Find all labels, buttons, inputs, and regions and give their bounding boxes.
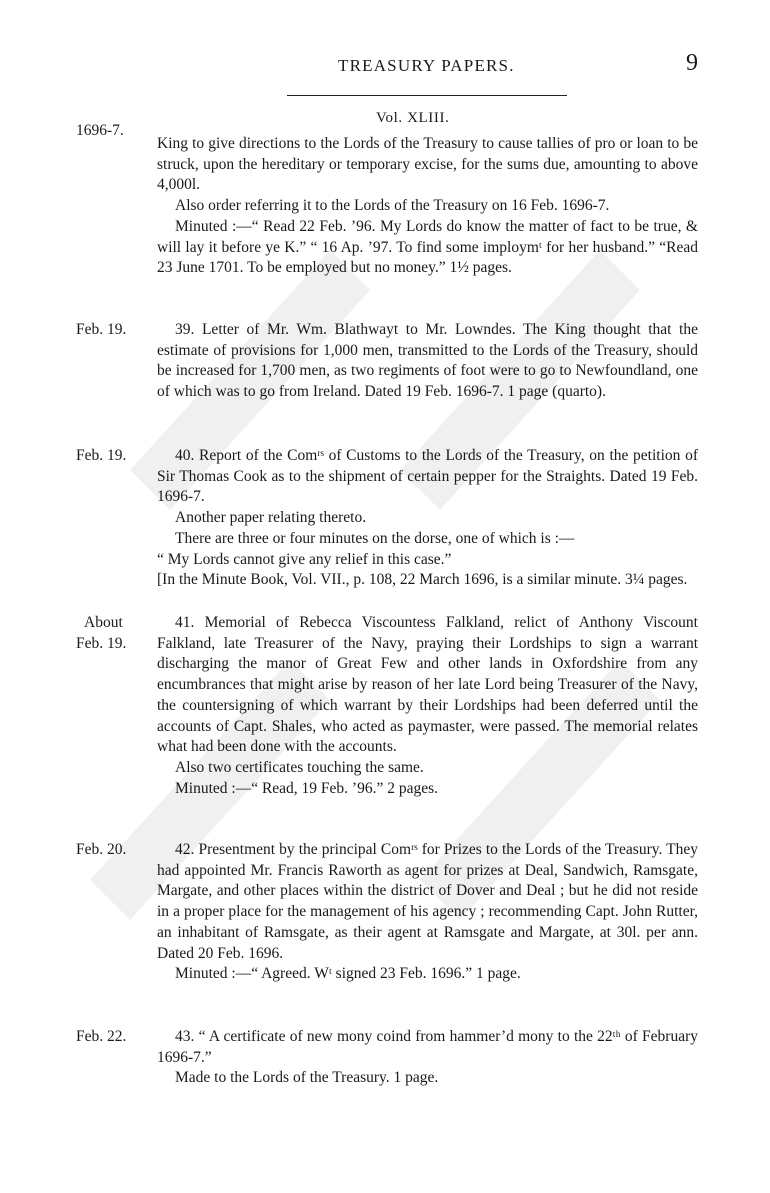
entry-paragraph: Minuted :—“ Read, 19 Feb. ’96.” 2 pages. (175, 779, 439, 797)
entry-date: About Feb. 19. (76, 614, 127, 652)
entry-paragraph: 42. Presentment by the principal Comʳˢ for Prizes to the Lords of the Treasury. They had appointed Mr. Francis Raworth as agent for prizes at Deal, Sandwich, Ramsgate, Margate, and other places within the district of Dover and Deal ; but he did not reside in a proper place for the management of his agency ; recommending Capt. John Rutter, an inhabitant of Ramsgate, as their agent at Ramsgate and Margate, at 30l. per ann. Dated 20 Feb. 1696. (157, 841, 698, 962)
entry-body (157, 134, 698, 279)
running-title: TREASURY PAPERS. (338, 56, 515, 75)
entry-date: Feb. 19. (76, 447, 127, 464)
page-header (0, 52, 770, 82)
entry-body (157, 446, 698, 591)
entry-paragraph: 41. Memorial of Rebecca Viscountess Falkland, relict of Anthony Viscount Falkland, late Treasurer of the Navy, praying their Lordships to sign a warrant discharging the manor of Great Few and other lands in Oxfordshire from any encumbrances that might arise by reason of her late Lord being Treasurer of the Navy, the countersigning of which warrant by their Lordships had been deferred until the accounts of Capt. Shales, who acted as paymaster, were passed. The memorial relates what had been done with the accounts. (157, 614, 698, 756)
header-rule (287, 95, 567, 96)
entry-date: 1696-7. (76, 122, 124, 139)
entry-paragraph: Another paper relating thereto. (175, 509, 367, 527)
entry-paragraph: 43. “ A certificate of new mony coind from hammer’d mony to the 22ᵗʰ of February 1696-7.” (157, 1028, 698, 1066)
entry-note: [In the Minute Book, Vol. VII., p. 108, 22 March 1696, is a similar minute. 3¼ pages. (157, 571, 688, 589)
entry-paragraph: “ My Lords cannot give any relief in this case.” (157, 550, 452, 568)
entry-paragraph: King to give directions to the Lords of the Treasury to cause tallies of pro or loan to be struck, upon the hereditary or temporary excise, for the sums due, amounting to above 4,000l. (157, 135, 698, 194)
entry-date: Feb. 19. (76, 321, 127, 338)
entry-body (157, 320, 698, 403)
entry-body (157, 840, 698, 985)
entry-paragraph: Also two certificates touching the same. (175, 758, 424, 776)
entry-paragraph: 40. Report of the Comʳˢ of Customs to the Lords of the Treasury, on the petition of Sir Thomas Cook as to the shipment of certain pepper for the Straights. Dated 19 Feb. 1696-7. (157, 447, 698, 506)
entry-paragraph: Made to the Lords of the Treasury. 1 page. (175, 1069, 439, 1087)
entry-paragraph: Minuted :—“ Agreed. Wᵗ signed 23 Feb. 1696.” 1 page. (175, 965, 521, 983)
entry-paragraph: 39. Letter of Mr. Wm. Blathwayt to Mr. Lowndes. The King thought that the estimate of provisions for 1,000 men, transmitted to the Lords of the Treasury, should be increased for 1,700 men, as two regiments of foot were to go to Newfoundland, one of which was to go from Ireland. Dated 19 Feb. 1696-7. 1 page (quarto). (157, 321, 698, 401)
entry-paragraph: There are three or four minutes on the dorse, one of which is :— (175, 529, 575, 547)
entry-paragraph: Minuted :—“ Read 22 Feb. ’96. My Lords do know the matter of fact to be true, & will lay it before ye K.” “ 16 Ap. ’97. To find some imploymᵗ for her husband.” “Read 23 June 1701. To be employed but no money.” 1½ pages. (157, 217, 698, 277)
entry-date: Feb. 22. (76, 1028, 127, 1045)
entry-body (157, 613, 698, 799)
page-number: 9 (686, 50, 698, 76)
entry-body (157, 1027, 698, 1089)
volume-label: Vol. XLIII. (376, 110, 450, 126)
entry-date: Feb. 20. (76, 841, 127, 858)
entry-paragraph: Also order referring it to the Lords of the Treasury on 16 Feb. 1696-7. (175, 197, 610, 215)
